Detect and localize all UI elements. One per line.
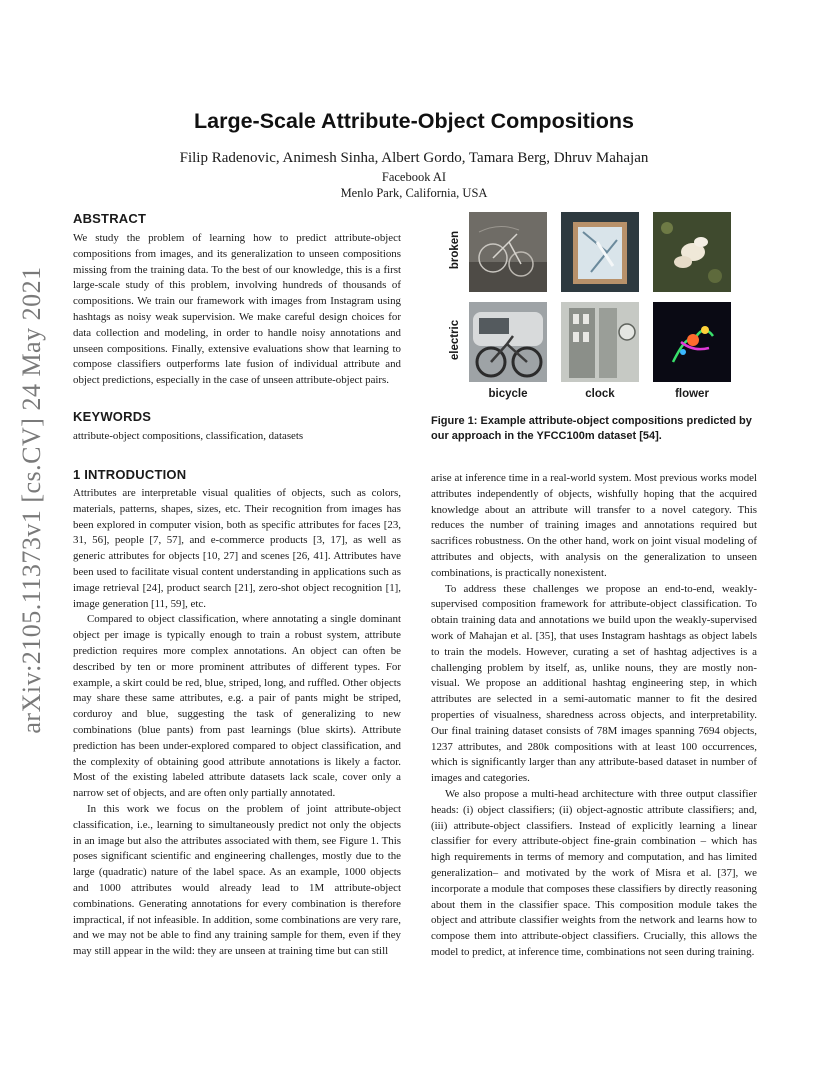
intro-left-column — [73, 467, 401, 960]
intro-right-column — [431, 471, 757, 961]
location: Menlo Park, California, USA — [340, 186, 488, 200]
affiliation: Facebook AI — [381, 170, 447, 184]
arxiv-stamp — [2, 260, 62, 740]
broken-flower-image — [653, 212, 731, 292]
keywords-heading: KEYWORDS — [73, 409, 152, 424]
intro-paragraph-6: We also propose a multi-head architecture with three output classifier heads: (i) object classifiers; (ii) object-agnostic attribute classifiers; and, (iii) attribute-object classifiers. Instead of explicitly learning a linear classifier for every attribute-object fine-grain combination – which has high requirements in terms of memory and computation, and has limited generalization– and motivated by the work of Misra et al. [37], we incorporate a module that composes these classifiers by directly reasoning about them in the classifier space. This composition module takes the object and attribute classifier weights from the network and learns how to compose them into attribute-object classifiers. Crucially, this allows the model to predict, at inference time, combinations not seen during training. — [431, 787, 757, 958]
keywords-section — [73, 409, 401, 445]
row-label-electric: electric — [449, 319, 461, 361]
broken-bicycle-image — [469, 212, 547, 292]
keywords-text: attribute-object compositions, classification, datasets — [73, 430, 304, 442]
arxiv-stamp-text: arXiv:2105.11373v1 [cs.CV] 24 May 2021 — [17, 266, 46, 734]
row-label-broken: broken — [449, 230, 461, 270]
broken-clock-image — [561, 212, 639, 292]
intro-paragraph-4: arise at inference time in a real-world system. Most previous works model attributes independently of objects, wishfully hoping that the acquired knowledge about an attribute will transfer to a novel category. This reduces the number of training images and annotations required but sacrifices robustness. On the other hand, work on joint visual modeling of attributes and objects, with analysis on the generalization to unseen combinations, is practically nonexistent. — [431, 472, 757, 579]
intro-paragraph-1: Attributes are interpretable visual qualities of objects, such as colors, materials, patterns, shapes, sizes, etc. Their recognition from images has been explored in computer vision, both as specific attributes for faces [23, 31, 56], people [7, 57], and e-commerce products [3, 17], as well as generic attributes for objects [10, 27] and scenes [26, 41]. Attributes have been used to facilitate visual content understanding in applications such as image retrieval [24], product search [21], zero-shot object recognition [1], image generation [11, 59], etc. — [73, 487, 401, 610]
col-label-bicycle: bicycle — [488, 388, 528, 400]
author-list: Filip Radenovic, Animesh Sinha, Albert Gordo, Tamara Berg, Dhruv Mahajan — [179, 150, 649, 166]
intro-paragraph-5: To address these challenges we propose an end-to-end, weakly-supervised composition framework for attribute-object classification. To obtain training data and annotations we build upon the weakly-supervised work of Mahajan et al. [35], that uses Instagram hashtags as object labels to train the models. However, curating a set of hashtag adjectives is a challenging problem by itself, as, unlike nouns, they are mostly non-visual. We propose an additional hashtag engineering step, in which attributes are selected in a semi-automatic manner to fit the desired properties of visualness, sharedness across objects, and interpretability. Our final training dataset consists of 78M images spanning 7694 objects, 1237 attributes, and 280k compositions with at least 100 occurrences, which is significantly larger than any attribute-based dataset in number of images and categories. — [431, 582, 757, 785]
figure-1 — [447, 210, 757, 410]
abstract-text: We study the problem of learning how to predict attribute-object compositions from images, and its generalization to unseen compositions missing from the training data. To the best of our knowledge, this is a first large-scale study of this problem, involving hundreds of thousands of compositions. We train our framework with images from Instagram using hashtags as noisy weak supervision. We make careful design choices for data collection and modeling, in order to handle noisy annotations and unseen compositions. Finally, extensive evaluations show that learning to compose classifiers outperforms late fusion of individual attribute and object predictions, especially in the case of unseen attribute-object pairs. — [73, 232, 401, 387]
intro-heading: 1 INTRODUCTION — [73, 467, 187, 482]
paper-title: Large-Scale Attribute-Object Compositions — [193, 109, 634, 133]
intro-paragraph-3: In this work we focus on the problem of joint attribute-object classification, i.e., learning to simultaneously predict not only the objects in an image but also the attributes associated with them, see Figure 1. This poses significant scientific and engineering challenges, mostly due to the large (quadratic) nature of the label space. As an example, 1000 objects and 1000 attributes would already lead to 1M attribute-object combinations. Generating annotations for every combination is therefore impractical, if not infeasible. In addition, some combinations are very rare, and we may not be able to find any training sample for them, even if they may still appear in the wild: they are unseen at training time but can still — [73, 802, 401, 958]
col-label-clock: clock — [585, 388, 615, 400]
col-label-flower: flower — [675, 388, 709, 400]
electric-flower-image — [653, 302, 731, 382]
abstract-section — [73, 211, 401, 389]
figure-caption: Figure 1: Example attribute-object compositions predicted by our approach in the YFCC100m dataset [54]. — [431, 415, 752, 442]
abstract-heading: ABSTRACT — [73, 211, 147, 226]
electric-clock-image — [561, 302, 639, 382]
intro-paragraph-2: Compared to object classification, where annotating a single dominant object per image is typically enough to train a robust system, attribute prediction requires more complex annotations. An object can often be described by ten or more prominent attributes of different types. For example, a skirt could be red, blue, striped, long, and ruffled. Other objects may share these same attributes, e.g. a pair of pants might be striped, corduroy and blue, suggesting the task of generalizing to new combinations (blue pants) from past learnings (blue skirts). Attribute prediction has been under-explored compared to object classification, and the complexity of obtaining good attribute annotations is likely a factor. Most of the existing labeled attribute datasets lack scale, cover only a narrow set of objects, and are often only partially annotated. — [73, 613, 401, 800]
electric-bicycle-image — [469, 302, 547, 382]
